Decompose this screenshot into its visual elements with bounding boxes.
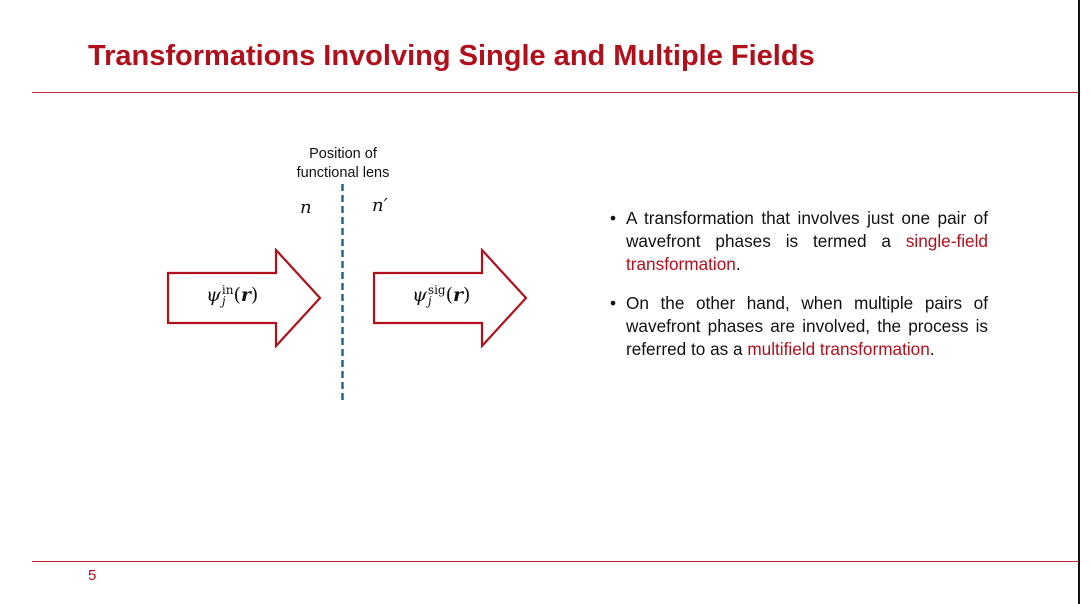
input-open-paren: ( [233,284,241,306]
page-number: 5 [88,567,97,584]
lens-label-line-2: functional lens [296,165,390,181]
slide-right-border [1078,0,1080,604]
input-position-vector: r [240,284,251,306]
lens-position-label [283,145,403,183]
slide-title: Transformations Involving Single and Multiple Fields [88,40,815,72]
lens-diagram [150,140,550,410]
input-wavefront-phase [206,284,258,307]
bullet-text: A transformation that involves just one pair of wavefront phases is termed a [626,208,988,251]
input-subscript: j [221,294,226,308]
refractive-index-right: n′ [372,195,388,216]
input-psi: ψ [206,284,221,306]
signal-wavefront-phase [412,284,470,307]
refractive-index-left: n [300,197,312,218]
output-close-paren: ) [463,284,471,306]
bullet-marker: • [610,208,617,228]
bullet-single-field [608,207,988,276]
output-position-vector: r [453,284,464,306]
input-superscript: in [221,283,234,297]
bullet-text-end: . [735,254,741,274]
bullet-text: On the other hand, when multiple pairs of wavefront phases are involved, the process is referred to as a [626,293,988,359]
output-superscript: sig [427,283,446,297]
output-psi: ψ [412,284,427,306]
output-open-paren: ( [445,284,454,306]
bullet-marker: • [610,293,617,313]
lens-label-line-1: Position of [309,146,377,162]
bullet-text-end: . [929,339,935,359]
bullet-multifield [608,292,988,361]
output-subscript: j [427,294,432,308]
term-multifield-transformation: multifield transformation [747,339,930,359]
term-single-field-transformation: single-field transformation [626,231,988,274]
title-divider [32,92,1078,93]
bullet-list [608,207,988,377]
input-close-paren: ) [250,284,259,306]
lens-plane-dashed-line [341,184,344,404]
footer-divider [32,561,1078,562]
